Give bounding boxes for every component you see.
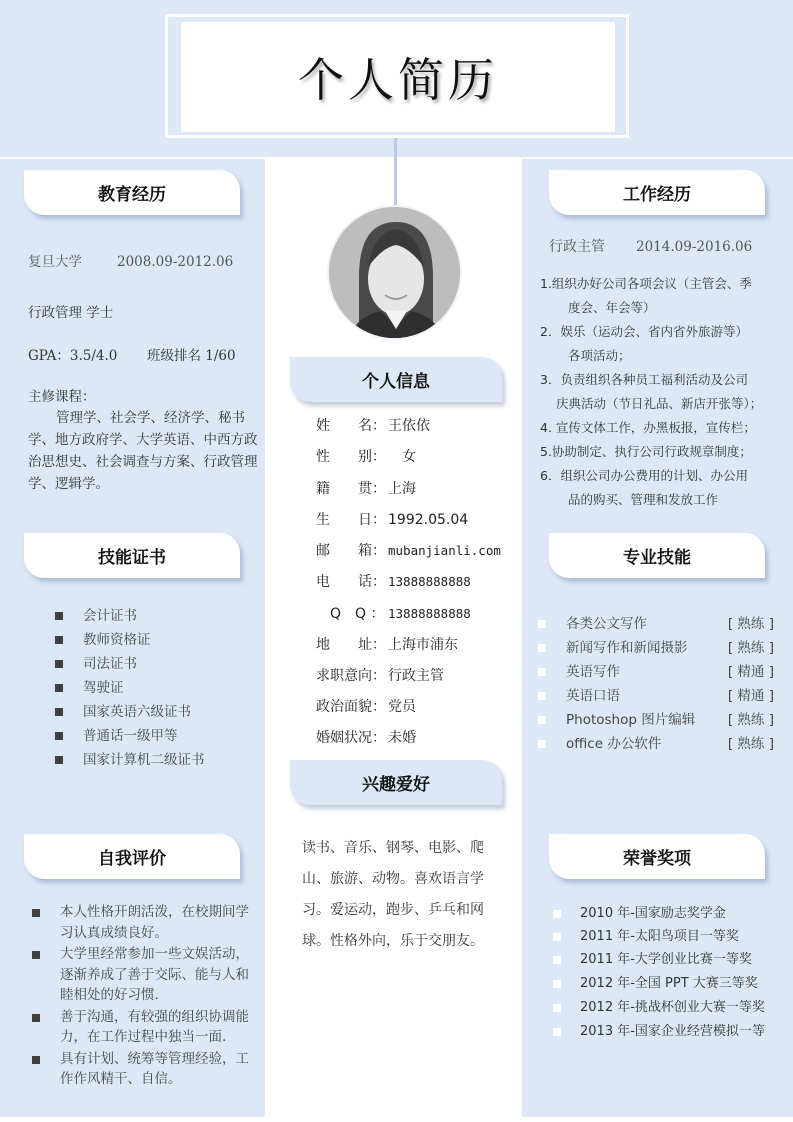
info-row-phone — [316, 570, 471, 594]
duty-line: 2．娱乐（运动会、省内省外旅游等） — [540, 324, 748, 339]
info-row-email — [316, 539, 501, 563]
work-period: 2014.09-2016.06 — [636, 239, 753, 255]
skill-row — [538, 612, 778, 636]
title-connector-line — [394, 138, 397, 210]
section-title-hobbies: 兴趣爱好 — [362, 775, 430, 795]
section-tab-self-evaluation — [24, 834, 240, 879]
evaluation-text: 善于沟通，有较强的组织协调能力，在工作过程中独当一面. — [60, 1008, 249, 1045]
square-bullet-icon — [32, 1056, 40, 1064]
section-tab-certificates — [24, 533, 240, 578]
list-item — [55, 628, 205, 652]
list-item — [55, 700, 205, 724]
square-bullet-icon — [55, 732, 63, 740]
list-item — [540, 416, 772, 440]
evaluation-text: 大学里经常参加一些文娱活动，逐渐养成了善于交际、能与人和睦相处的好习惯. — [60, 946, 249, 1003]
info-row-name — [316, 414, 430, 438]
square-bullet-icon — [55, 612, 63, 620]
duty-line: 6．组织公司办公费用的计划、办公用 — [540, 468, 748, 483]
certificate-text: 驾驶证 — [83, 680, 124, 696]
education-major: 行政管理 学士 — [28, 305, 114, 321]
title-box — [181, 22, 615, 132]
duty-line-continued: 品的购买、管理和发放工作 — [568, 492, 719, 507]
square-bullet-icon — [538, 668, 546, 676]
info-row-qq — [316, 602, 471, 626]
square-bullet-icon — [55, 756, 63, 764]
square-bullet-icon — [32, 909, 40, 917]
portrait-photo-icon — [329, 207, 462, 340]
info-label: 姓 名： — [316, 418, 386, 434]
evaluation-text: 本人性格开朗活泼，在校期间学习认真成绩良好。 — [60, 904, 249, 941]
section-title-honors: 荣誉奖项 — [623, 849, 691, 869]
duty-line: 1.组织办好公司各项会议（主管会、季 — [540, 276, 752, 291]
skill-name: 英语口语 — [566, 688, 620, 704]
section-title-personal-info: 个人信息 — [362, 372, 430, 392]
info-label: 地 址： — [316, 637, 386, 653]
list-item — [55, 604, 205, 628]
info-value: 上海市浦东 — [388, 637, 458, 653]
square-bullet-icon — [538, 740, 546, 748]
square-bullet-icon — [538, 620, 546, 628]
info-value: 未婚 — [388, 730, 416, 746]
section-tab-work — [549, 170, 765, 215]
list-item — [32, 902, 250, 943]
duty-line-continued: 庆典活动（节日礼品、新店开张等）； — [556, 396, 763, 411]
list-item — [540, 440, 772, 464]
info-row-address — [316, 633, 458, 657]
self-evaluation-list — [32, 902, 250, 1091]
skill-level: [ 熟练 ] — [727, 712, 774, 728]
section-tab-pro-skills — [549, 533, 765, 578]
section-tab-education — [24, 170, 240, 215]
section-title-work: 工作经历 — [623, 185, 691, 205]
section-title-certificates: 技能证书 — [98, 548, 166, 568]
list-item — [32, 944, 250, 1006]
square-bullet-icon — [55, 684, 63, 692]
skill-row — [538, 732, 778, 756]
square-bullet-icon — [55, 660, 63, 668]
honor-text: 2010 年-国家励志奖学金 — [580, 906, 726, 921]
skill-row — [538, 684, 778, 708]
duty-line: 4. 宣传文体工作，办黑板报，宣传栏； — [540, 420, 756, 435]
honor-text: 2012 年-挑战杯创业大赛一等奖 — [580, 1000, 765, 1015]
honor-text: 2011 年-太阳鸟项目一等奖 — [580, 929, 739, 944]
square-bullet-icon — [553, 910, 561, 918]
hobbies-text: 读书、音乐、钢琴、电影、爬山、旅游、动物。喜欢语言学习。爱运动，跑步、乒乓和网球。性格外向，乐于交朋友。 — [302, 840, 484, 949]
list-item — [540, 272, 772, 320]
info-label: 邮 箱： — [316, 543, 386, 559]
section-title-self-evaluation: 自我评价 — [98, 849, 166, 869]
square-bullet-icon — [553, 980, 561, 988]
education-rank: 班级排名 1/60 — [147, 348, 236, 364]
certificate-text: 会计证书 — [83, 608, 137, 624]
certificate-text: 司法证书 — [83, 656, 137, 672]
skill-row — [538, 708, 778, 732]
square-bullet-icon — [55, 708, 63, 716]
square-bullet-icon — [553, 1028, 561, 1036]
skill-name: Photoshop 图片编辑 — [566, 712, 696, 728]
skill-level: [ 熟练 ] — [727, 736, 774, 752]
skill-name: 英语写作 — [566, 664, 620, 680]
info-label: 性 别： — [316, 449, 386, 465]
skill-row — [538, 660, 778, 684]
info-label: 政治面貌： — [316, 699, 386, 715]
section-tab-hobbies — [290, 760, 502, 805]
education-courses: 管理学、社会学、经济学、秘书学、地方政府学、大学英语、中西方政治思想史、社会调查与方案、行政管理学、逻辑学。 — [28, 410, 258, 492]
duty-line: 3．负责组织各种员工福利活动及公司 — [540, 372, 748, 387]
square-bullet-icon — [32, 1014, 40, 1022]
work-duties-list — [540, 272, 772, 512]
list-item — [32, 1007, 250, 1048]
square-bullet-icon — [553, 933, 561, 941]
square-bullet-icon — [538, 716, 546, 724]
education-school: 复旦大学 — [28, 254, 82, 270]
honor-text: 2013 年-国家企业经营模拟一等 — [580, 1024, 765, 1039]
list-item — [55, 724, 205, 748]
certificate-text: 教师资格证 — [83, 632, 151, 648]
duty-line: 5.协助制定、执行公司行政规章制度； — [540, 444, 752, 459]
skill-row — [538, 636, 778, 660]
info-label: 电 话： — [316, 574, 386, 590]
section-title-education: 教育经历 — [98, 185, 166, 205]
list-item — [540, 320, 772, 368]
square-bullet-icon — [32, 951, 40, 959]
page-title: 个人简历 — [298, 53, 498, 107]
duty-line-continued: 各项活动； — [568, 348, 631, 363]
section-tab-personal-info — [290, 357, 502, 402]
info-value: 女 — [388, 449, 416, 465]
skill-name: 新闻写作和新闻摄影 — [566, 640, 688, 656]
skill-level: [ 精通 ] — [727, 688, 774, 704]
list-item — [540, 464, 772, 512]
info-row-marital-status — [316, 726, 416, 750]
education-gpa: GPA：3.5/4.0 — [28, 348, 118, 364]
square-bullet-icon — [538, 644, 546, 652]
info-value: 王依依 — [388, 418, 430, 434]
info-row-gender — [316, 445, 416, 469]
list-item — [55, 748, 205, 772]
info-row-job-target — [316, 664, 444, 688]
skill-name: 各类公文写作 — [566, 616, 647, 632]
square-bullet-icon — [553, 1004, 561, 1012]
skill-name: office 办公软件 — [566, 736, 662, 752]
work-position: 行政主管 — [549, 239, 605, 255]
list-item — [55, 652, 205, 676]
info-value: 1992.05.04 — [388, 512, 469, 528]
info-label: Q Q ： — [316, 606, 385, 622]
section-title-pro-skills: 专业技能 — [623, 548, 691, 568]
education-period: 2008.09-2012.06 — [117, 254, 234, 270]
square-bullet-icon — [538, 692, 546, 700]
info-row-hometown — [316, 477, 416, 501]
section-tab-honors — [549, 834, 765, 879]
info-row-birthday — [316, 508, 468, 532]
list-item — [540, 368, 772, 416]
skill-level: [ 熟练 ] — [727, 616, 774, 632]
info-value: 行政主管 — [388, 668, 444, 684]
list-item — [55, 676, 205, 700]
list-item — [32, 1049, 250, 1090]
skill-level: [ 熟练 ] — [727, 640, 774, 656]
info-label: 求职意向： — [316, 668, 386, 684]
info-value: 13888888888 — [388, 606, 471, 621]
certificate-text: 国家计算机二级证书 — [83, 752, 205, 768]
info-value: mubanjianli.com — [388, 543, 501, 558]
honor-text: 2011 年-大学创业比赛一等奖 — [580, 952, 752, 967]
info-value: 13888888888 — [388, 574, 471, 589]
info-value: 上海 — [388, 481, 416, 497]
certificate-text: 普通话一级甲等 — [83, 728, 178, 744]
education-courses-label: 主修课程： — [28, 389, 96, 405]
info-value: 党员 — [388, 699, 416, 715]
certificate-text: 国家英语六级证书 — [83, 704, 191, 720]
info-label: 生 日： — [316, 512, 386, 528]
honor-text: 2012 年-全国 PPT 大赛三等奖 — [580, 976, 758, 991]
duty-line-continued: 度会、年会等） — [568, 300, 656, 315]
info-label: 籍 贯： — [316, 481, 386, 497]
square-bullet-icon — [55, 636, 63, 644]
square-bullet-icon — [553, 956, 561, 964]
skill-level: [ 精通 ] — [727, 664, 774, 680]
avatar — [327, 205, 462, 340]
certificate-list — [55, 604, 205, 772]
info-row-political-status — [316, 695, 416, 719]
info-label: 婚姻状况： — [316, 730, 386, 746]
evaluation-text: 具有计划、统筹等管理经验，工作作风精干、自信。 — [60, 1050, 249, 1087]
